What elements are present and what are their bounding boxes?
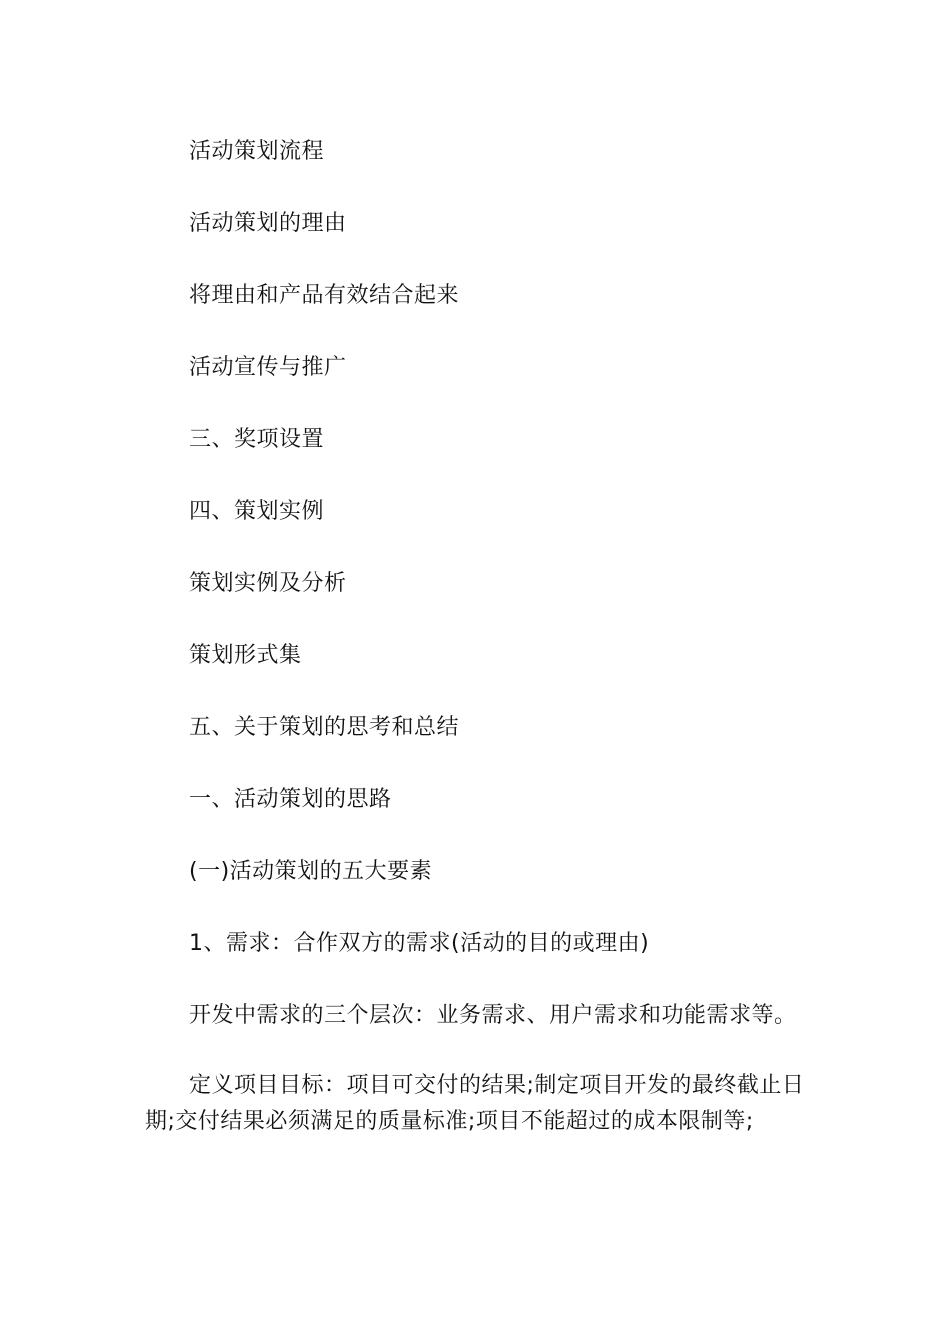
section-heading: 四、策划实例 bbox=[189, 499, 325, 524]
text-line: 将理由和产品有效结合起来 bbox=[189, 283, 460, 308]
subsection-heading: (一)活动策划的五大要素 bbox=[189, 859, 433, 884]
text-line: 策划实例及分析 bbox=[189, 571, 347, 596]
text-line: 活动策划的理由 bbox=[189, 211, 347, 236]
text-line: 开发中需求的三个层次：业务需求、用户需求和功能需求等。 bbox=[189, 1003, 797, 1028]
text-line: 活动宣传与推广 bbox=[189, 355, 347, 380]
section-heading: 五、关于策划的思考和总结 bbox=[189, 715, 460, 740]
body-paragraph: 定义项目目标：项目可交付的结果;制定项目开发的最终截止日期;交付结果必须满足的质量标准;项目不能超过的成本限制等; bbox=[145, 1073, 805, 1134]
text-line: 策划形式集 bbox=[189, 643, 302, 668]
section-heading: 三、奖项设置 bbox=[189, 427, 325, 452]
list-item: 1、需求：合作双方的需求(活动的目的或理由) bbox=[189, 931, 650, 956]
text-line: 活动策划流程 bbox=[189, 139, 325, 164]
section-heading: 一、活动策划的思路 bbox=[189, 787, 392, 812]
